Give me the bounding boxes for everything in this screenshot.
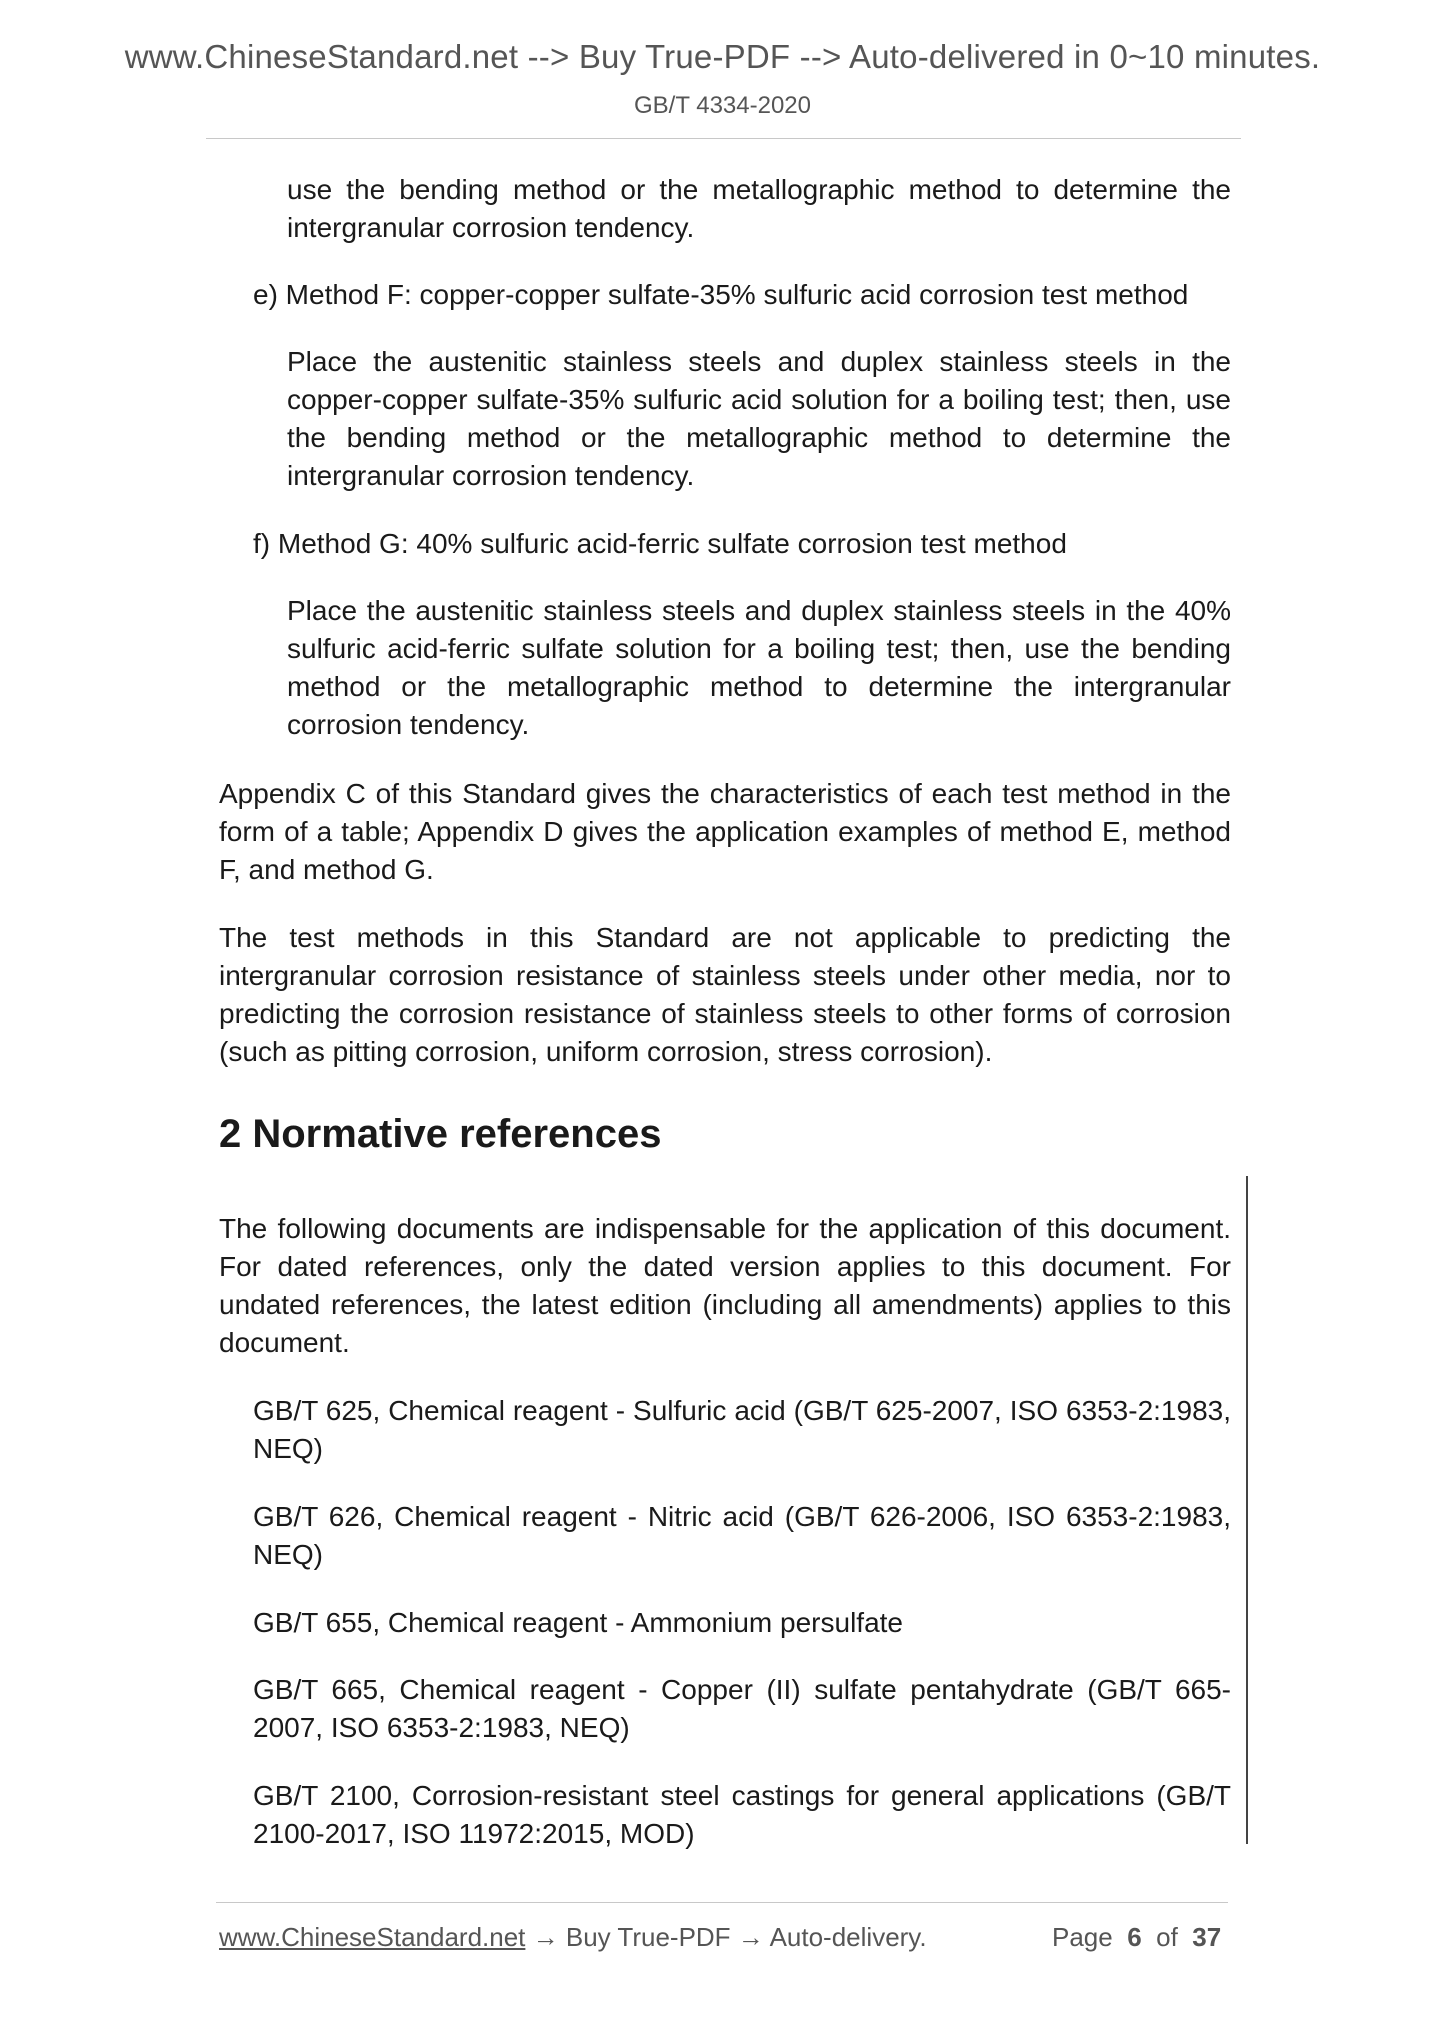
reference-item: GB/T 2100, Corrosion-resistant steel castings for general applications (GB/T 2100-2017, ISO 11972:2015, MOD) [253, 1780, 1231, 1849]
footer-divider [216, 1902, 1228, 1903]
footer-site-link[interactable]: www.ChineseStandard.net [219, 1922, 526, 1952]
total-pages: 37 [1192, 1922, 1222, 1952]
paragraph-scope: The test methods in this Standard are not applicable to predicting the intergranular corrosion resistance of stainless steels under other media, nor to predicting the corrosion resistance of stainless steels to other forms of corrosion (such as pitting corrosion, uniform corrosion, stress corrosion). [219, 922, 1231, 1067]
list-item-e: e) Method F: copper-copper sulfate-35% sulfuric acid corrosion test method [253, 279, 1189, 310]
paragraph-method-g: Place the austenitic stainless steels and duplex stainless steels in the 40% sulfuric acid-ferric sulfate solution for a boiling test; then, use the bending method or the metallographic method to determine the intergranular corrosion tendency. [287, 595, 1231, 740]
reference-item: GB/T 626, Chemical reagent - Nitric acid (GB/T 626-2006, ISO 6353-2:1983, NEQ) [253, 1501, 1231, 1570]
list-item-f: f) Method G: 40% sulfuric acid-ferric sulfate corrosion test method [253, 528, 1067, 559]
footer-tagline: → Buy True-PDF → Auto-delivery. [525, 1922, 927, 1952]
standard-id: GB/T 4334-2020 [633, 92, 811, 119]
header-divider [206, 138, 1241, 139]
reference-item: GB/T 655, Chemical reagent - Ammonium persulfate [253, 1607, 904, 1638]
reference-item: GB/T 665, Chemical reagent - Copper (II) sulfate pentahydrate (GB/T 665-2007, ISO 6353-2:1983, NEQ) [253, 1674, 1231, 1743]
footer-left [219, 1922, 927, 1953]
paragraph-method-f: Place the austenitic stainless steels and duplex stainless steels in the copper-copper sulfate-35% sulfuric acid solution for a boiling test; then, use the bending method or the metallographic method to determine the intergranular corrosion tendency. [287, 346, 1231, 491]
reference-item: GB/T 625, Chemical reagent - Sulfuric acid (GB/T 625-2007, ISO 6353-2:1983, NEQ) [253, 1395, 1231, 1464]
header-banner: www.ChineseStandard.net --> Buy True-PDF --> Auto-delivered in 0~10 minutes. [124, 38, 1321, 75]
section-heading: 2 Normative references [219, 1112, 662, 1156]
of-label: of [1156, 1922, 1178, 1952]
page-counter [1052, 1922, 1221, 1953]
change-bar [1246, 1176, 1248, 1844]
paragraph-appendix: Appendix C of this Standard gives the characteristics of each test method in the form of a table; Appendix D gives the application examples of method E, method F, and method G. [219, 778, 1231, 885]
continuation-paragraph: use the bending method or the metallographic method to determine the intergranular corrosion tendency. [287, 174, 1231, 243]
page-label: Page [1052, 1922, 1113, 1952]
paragraph-refs-intro: The following documents are indispensable for the application of this document. For dated references, only the dated version applies to this document. For undated references, the latest edition (including all amendments) applies to this document. [219, 1213, 1231, 1358]
page-number: 6 [1127, 1922, 1142, 1952]
